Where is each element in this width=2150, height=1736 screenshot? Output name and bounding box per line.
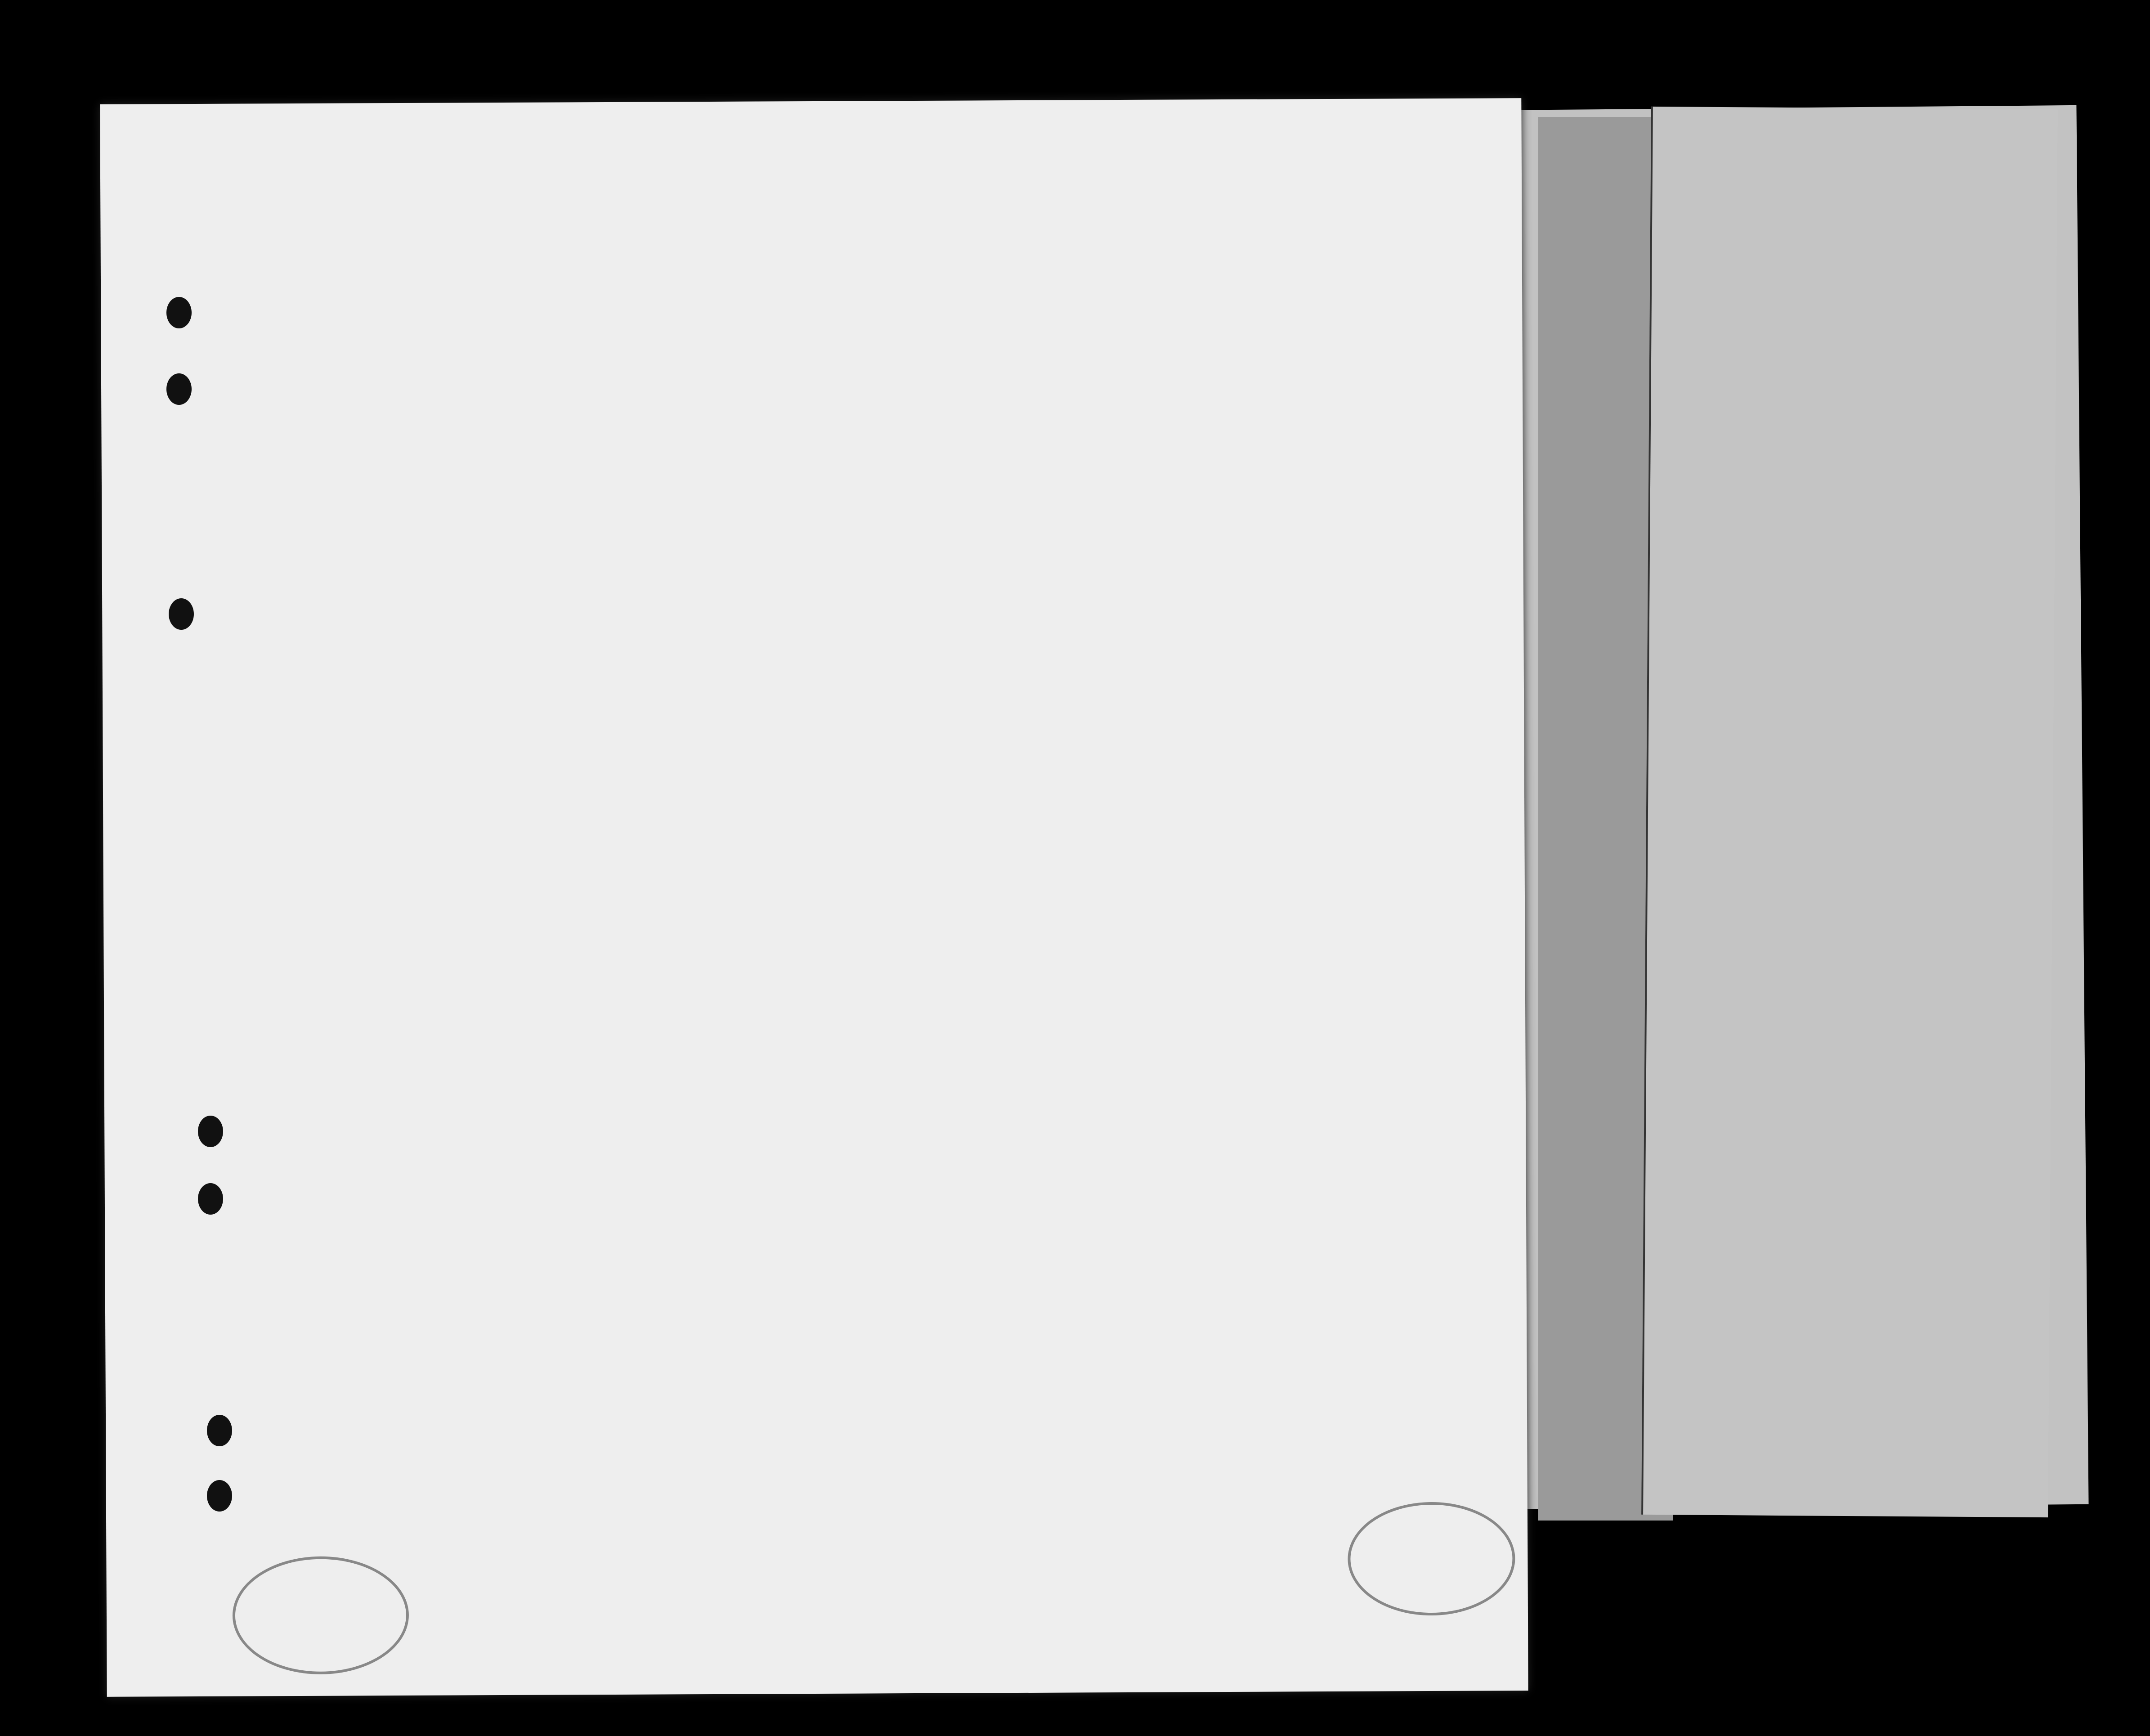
binder-hole (207, 1415, 232, 1446)
binder-hole (207, 1480, 232, 1512)
binder-hole (198, 1116, 223, 1147)
manifest-grid (100, 98, 1528, 1697)
binder-hole (198, 1183, 223, 1215)
stamp-left (232, 1556, 409, 1675)
binder-hole (166, 297, 192, 328)
manifest-sheet (100, 98, 1528, 1697)
right-sheet (1641, 107, 2058, 1517)
stamp-right (1348, 1502, 1515, 1616)
stamp-right-ring (1359, 1515, 1503, 1516)
binder-hole (166, 373, 192, 405)
binder-hole (169, 598, 194, 630)
